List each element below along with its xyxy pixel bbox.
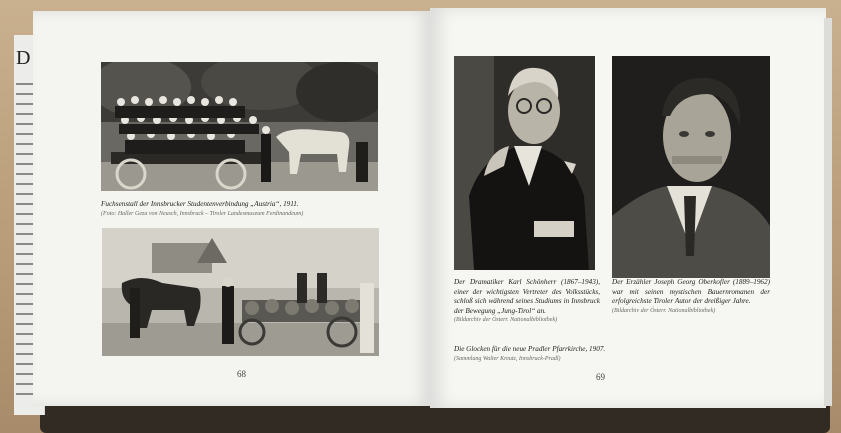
fraternity-group-photo [101,62,378,191]
portrait1-credit: (Bildarchiv der Österr. Nationalbibliothek) [454,317,558,323]
underlying-page-edge: D [14,35,45,415]
page-number-right: 69 [596,372,605,382]
karl-schoenherr-portrait [454,56,595,270]
portrait2-credit: (Bildarchiv der Österr. Nationalbibliothek) [612,307,716,314]
bottom-caption-block [454,345,754,363]
portrait2-caption: Der Erzähler Joseph Georg Oberkofler (1889–1962) war mit seinen mystischen Bauernromanen der erfolgreichste Tiroler Autor der dreißiger Jahre. [612,278,770,305]
church-bells-credit: (Sammlung Walter Kreutz, Innsbruck-Pradl) [454,355,561,362]
portrait1-caption: Der Dramatiker Karl Schönherr (1867–1943), einer der wichtigsten Vertreter des Volksstücks, schloß sich während seines Studiums in Innsbruck der Bewegung „Jung-Tirol“ an. [454,278,600,315]
book-page-edge [824,18,832,406]
photo1-caption: Fuchsenstall der Innsbrucker Studentenverbindung „Austria“, 1911. [101,200,299,208]
portrait1-caption-block [454,278,600,324]
photo1-credit: (Foto: Haller Geza von Neusch, Innsbruck – Tiroler Landesmuseum Ferdinandeum) [101,210,304,217]
joseph-georg-oberkofler-portrait [612,56,770,278]
photo1-caption-block [101,200,391,218]
right-page [430,8,826,408]
portrait2-caption-block [612,278,770,315]
church-bells-caption: Die Glocken für die neue Pradler Pfarrkirche, 1907. [454,345,606,353]
page-number-left: 68 [237,369,246,379]
church-bells-cart-photo [102,228,379,356]
left-page [33,11,430,406]
